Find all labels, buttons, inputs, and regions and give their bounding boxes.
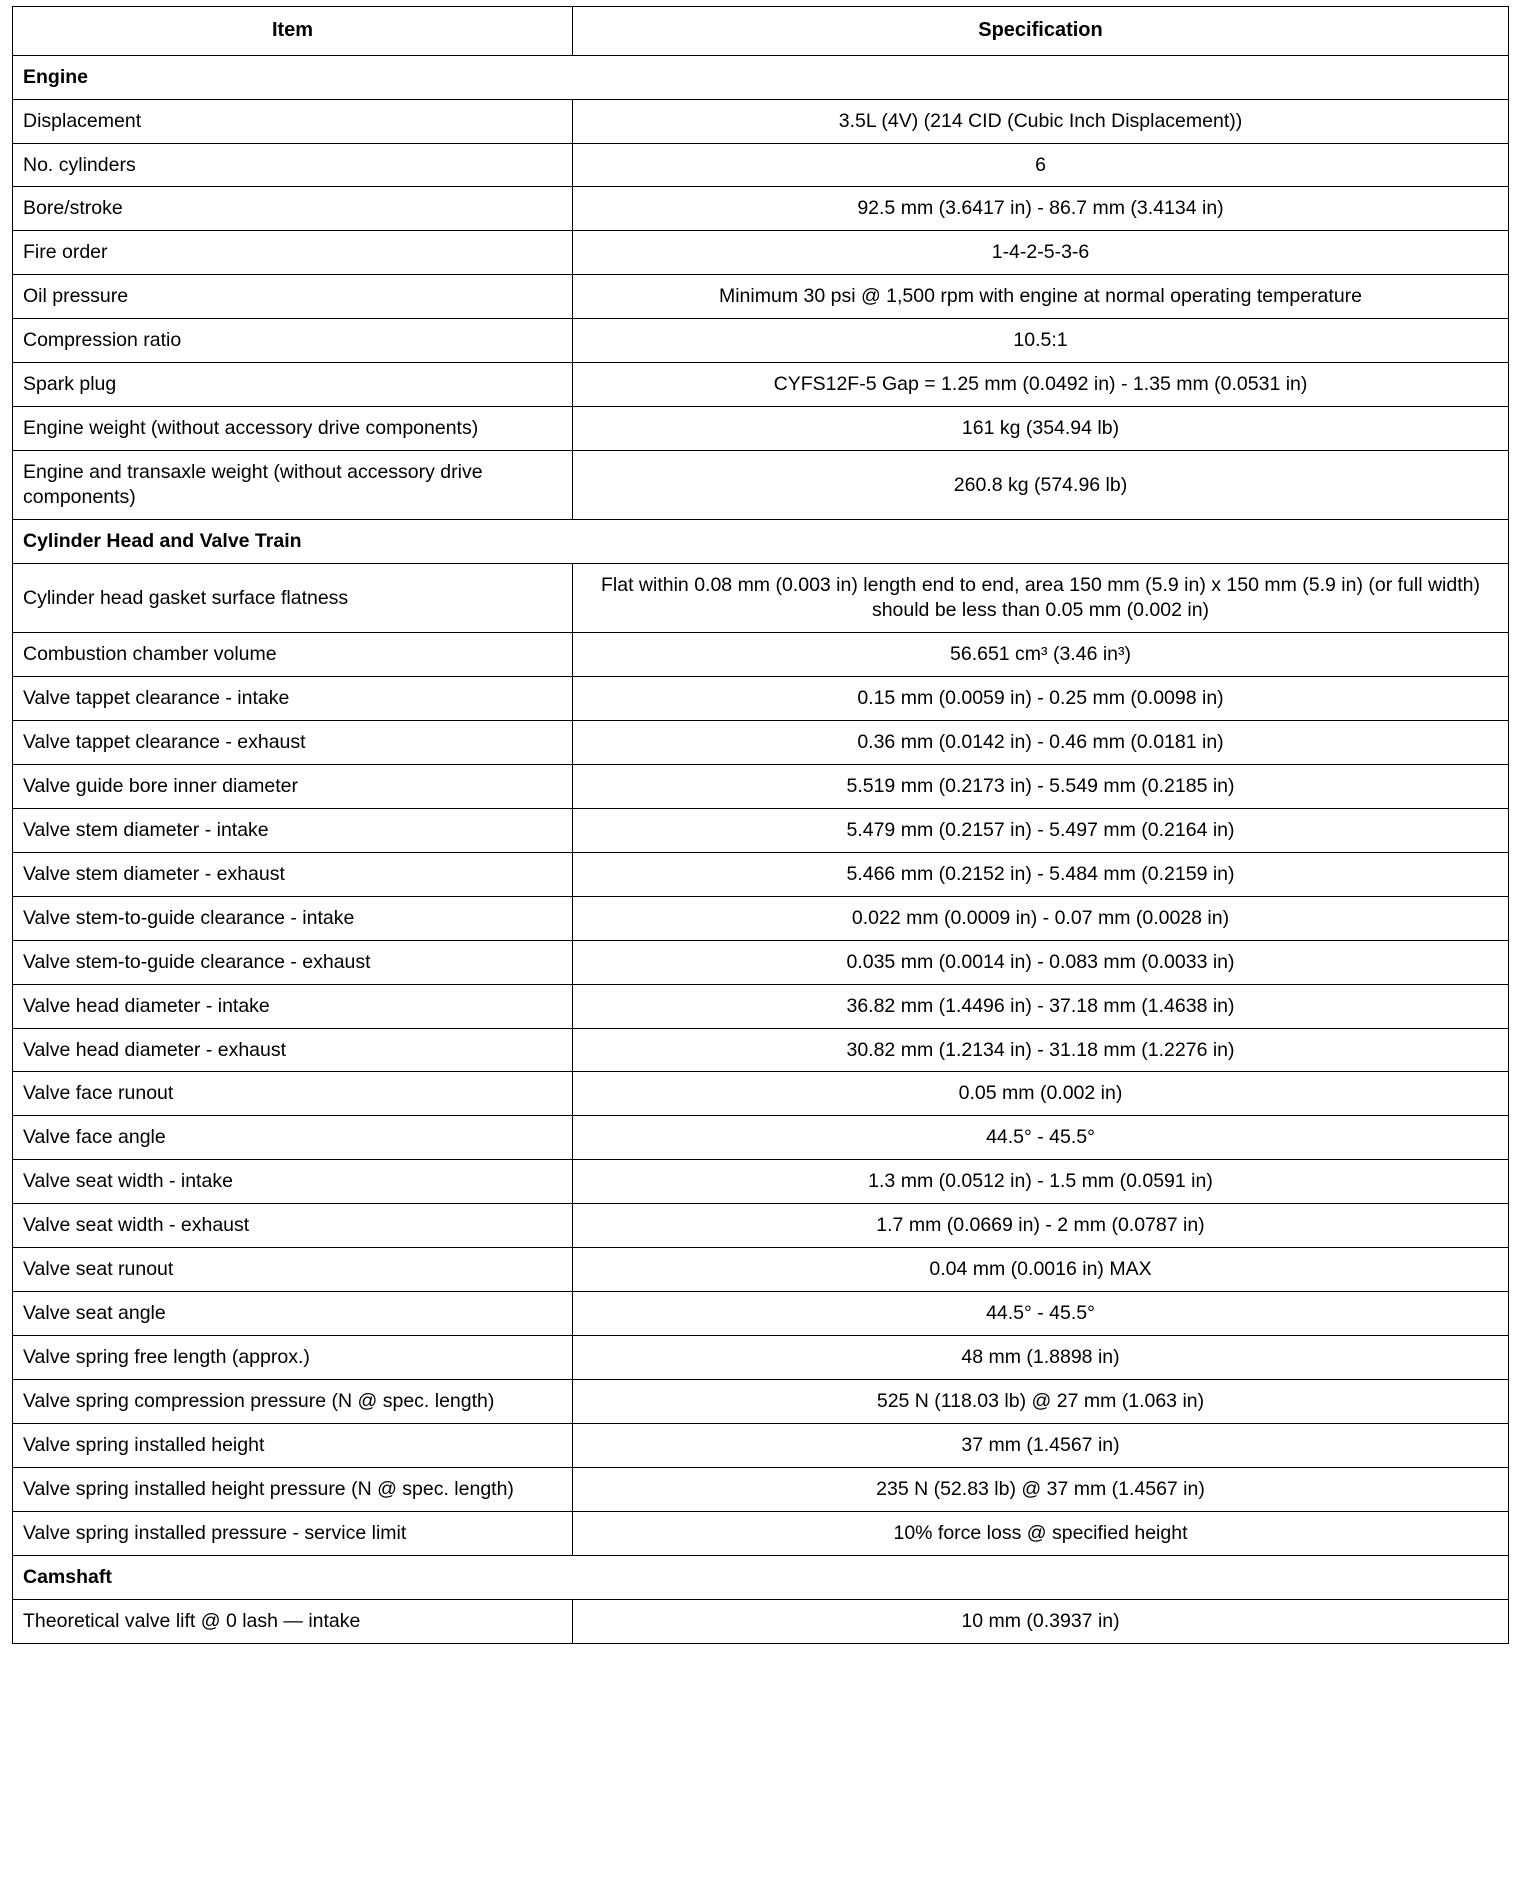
table-row [13, 1599, 1509, 1643]
section-heading: Camshaft [13, 1555, 1509, 1599]
cell-specification: 0.04 mm (0.0016 in) MAX [573, 1248, 1509, 1292]
cell-specification: 36.82 mm (1.4496 in) - 37.18 mm (1.4638 in) [573, 984, 1509, 1028]
cell-item: Engine weight (without accessory drive components) [13, 407, 573, 451]
table-row [13, 1336, 1509, 1380]
cell-item: Valve guide bore inner diameter [13, 764, 573, 808]
table-row [13, 808, 1509, 852]
table-row [13, 1204, 1509, 1248]
cell-specification: 48 mm (1.8898 in) [573, 1336, 1509, 1380]
cell-specification: 0.035 mm (0.0014 in) - 0.083 mm (0.0033 in) [573, 940, 1509, 984]
cell-item: Valve stem-to-guide clearance - exhaust [13, 940, 573, 984]
cell-specification: 5.519 mm (0.2173 in) - 5.549 mm (0.2185 in) [573, 764, 1509, 808]
cell-item: Fire order [13, 231, 573, 275]
cell-item: Valve tappet clearance - intake [13, 676, 573, 720]
table-row [13, 1028, 1509, 1072]
table-row [13, 275, 1509, 319]
cell-item: Valve head diameter - intake [13, 984, 573, 1028]
cell-item: Valve head diameter - exhaust [13, 1028, 573, 1072]
cell-specification: 0.36 mm (0.0142 in) - 0.46 mm (0.0181 in) [573, 720, 1509, 764]
cell-specification: 44.5° - 45.5° [573, 1292, 1509, 1336]
cell-item: Valve spring free length (approx.) [13, 1336, 573, 1380]
table-row [13, 1380, 1509, 1424]
cell-item: Valve tappet clearance - exhaust [13, 720, 573, 764]
cell-specification: 6 [573, 143, 1509, 187]
cell-specification: 5.479 mm (0.2157 in) - 5.497 mm (0.2164 in) [573, 808, 1509, 852]
table-row [13, 852, 1509, 896]
cell-specification: 5.466 mm (0.2152 in) - 5.484 mm (0.2159 in) [573, 852, 1509, 896]
table-body [13, 55, 1509, 1643]
section-heading: Engine [13, 55, 1509, 99]
cell-item: Valve face runout [13, 1072, 573, 1116]
cell-specification: 161 kg (354.94 lb) [573, 407, 1509, 451]
cell-item: Valve seat angle [13, 1292, 573, 1336]
table-row [13, 1116, 1509, 1160]
cell-item: Displacement [13, 99, 573, 143]
cell-item: Compression ratio [13, 319, 573, 363]
table-row [13, 231, 1509, 275]
table-row [13, 564, 1509, 633]
table-section-row [13, 520, 1509, 564]
table-section-row [13, 55, 1509, 99]
cell-specification: 1.3 mm (0.0512 in) - 1.5 mm (0.0591 in) [573, 1160, 1509, 1204]
table-section-row [13, 1555, 1509, 1599]
cell-specification: 0.022 mm (0.0009 in) - 0.07 mm (0.0028 in) [573, 896, 1509, 940]
cell-specification: 10 mm (0.3937 in) [573, 1599, 1509, 1643]
cell-item: Engine and transaxle weight (without accessory drive components) [13, 451, 573, 520]
cell-item: Valve face angle [13, 1116, 573, 1160]
cell-specification: 0.15 mm (0.0059 in) - 0.25 mm (0.0098 in) [573, 676, 1509, 720]
table-row [13, 1512, 1509, 1556]
table-row [13, 896, 1509, 940]
table-row [13, 1424, 1509, 1468]
table-row [13, 407, 1509, 451]
table-row [13, 1248, 1509, 1292]
cell-item: Combustion chamber volume [13, 632, 573, 676]
table-row [13, 1160, 1509, 1204]
table-row [13, 676, 1509, 720]
cell-specification: 3.5L (4V) (214 CID (Cubic Inch Displacement)) [573, 99, 1509, 143]
table-row [13, 363, 1509, 407]
cell-specification: 1-4-2-5-3-6 [573, 231, 1509, 275]
cell-specification: 235 N (52.83 lb) @ 37 mm (1.4567 in) [573, 1468, 1509, 1512]
table-row [13, 143, 1509, 187]
cell-item: Valve spring installed height pressure (N @ spec. length) [13, 1468, 573, 1512]
cell-item: Valve seat width - intake [13, 1160, 573, 1204]
table-row [13, 451, 1509, 520]
table-row [13, 187, 1509, 231]
cell-specification: 37 mm (1.4567 in) [573, 1424, 1509, 1468]
cell-item: Valve spring compression pressure (N @ spec. length) [13, 1380, 573, 1424]
cell-item: Valve spring installed height [13, 1424, 573, 1468]
cell-specification: Flat within 0.08 mm (0.003 in) length end to end, area 150 mm (5.9 in) x 150 mm (5.9 in) (or full width) should be less than 0.05 mm (0.002 in) [573, 564, 1509, 633]
cell-item: Valve stem diameter - exhaust [13, 852, 573, 896]
table-row [13, 764, 1509, 808]
cell-specification: 10.5:1 [573, 319, 1509, 363]
cell-item: Bore/stroke [13, 187, 573, 231]
cell-specification: 30.82 mm (1.2134 in) - 31.18 mm (1.2276 in) [573, 1028, 1509, 1072]
table-header [13, 7, 1509, 56]
table-row [13, 1072, 1509, 1116]
cell-specification: 92.5 mm (3.6417 in) - 86.7 mm (3.4134 in) [573, 187, 1509, 231]
table-row [13, 319, 1509, 363]
cell-specification: 0.05 mm (0.002 in) [573, 1072, 1509, 1116]
cell-specification: 1.7 mm (0.0669 in) - 2 mm (0.0787 in) [573, 1204, 1509, 1248]
cell-item: Valve seat width - exhaust [13, 1204, 573, 1248]
cell-specification: 44.5° - 45.5° [573, 1116, 1509, 1160]
table-header-row [13, 7, 1509, 56]
table-row [13, 984, 1509, 1028]
cell-specification: 260.8 kg (574.96 lb) [573, 451, 1509, 520]
table-row [13, 1468, 1509, 1512]
cell-specification: Minimum 30 psi @ 1,500 rpm with engine at normal operating temperature [573, 275, 1509, 319]
cell-item: Oil pressure [13, 275, 573, 319]
cell-specification: 56.651 cm³ (3.46 in³) [573, 632, 1509, 676]
cell-item: Valve stem-to-guide clearance - intake [13, 896, 573, 940]
table-row [13, 1292, 1509, 1336]
cell-specification: 525 N (118.03 lb) @ 27 mm (1.063 in) [573, 1380, 1509, 1424]
cell-specification: CYFS12F-5 Gap = 1.25 mm (0.0492 in) - 1.35 mm (0.0531 in) [573, 363, 1509, 407]
column-header-item: Item [13, 7, 573, 56]
cell-item: No. cylinders [13, 143, 573, 187]
cell-item: Cylinder head gasket surface flatness [13, 564, 573, 633]
table-row [13, 99, 1509, 143]
cell-item: Spark plug [13, 363, 573, 407]
cell-item: Valve seat runout [13, 1248, 573, 1292]
cell-specification: 10% force loss @ specified height [573, 1512, 1509, 1556]
table-row [13, 940, 1509, 984]
cell-item: Theoretical valve lift @ 0 lash — intake [13, 1599, 573, 1643]
cell-item: Valve stem diameter - intake [13, 808, 573, 852]
section-heading: Cylinder Head and Valve Train [13, 520, 1509, 564]
table-row [13, 632, 1509, 676]
cell-item: Valve spring installed pressure - service limit [13, 1512, 573, 1556]
table-row [13, 720, 1509, 764]
engine-specification-table [12, 6, 1509, 1644]
column-header-specification: Specification [573, 7, 1509, 56]
